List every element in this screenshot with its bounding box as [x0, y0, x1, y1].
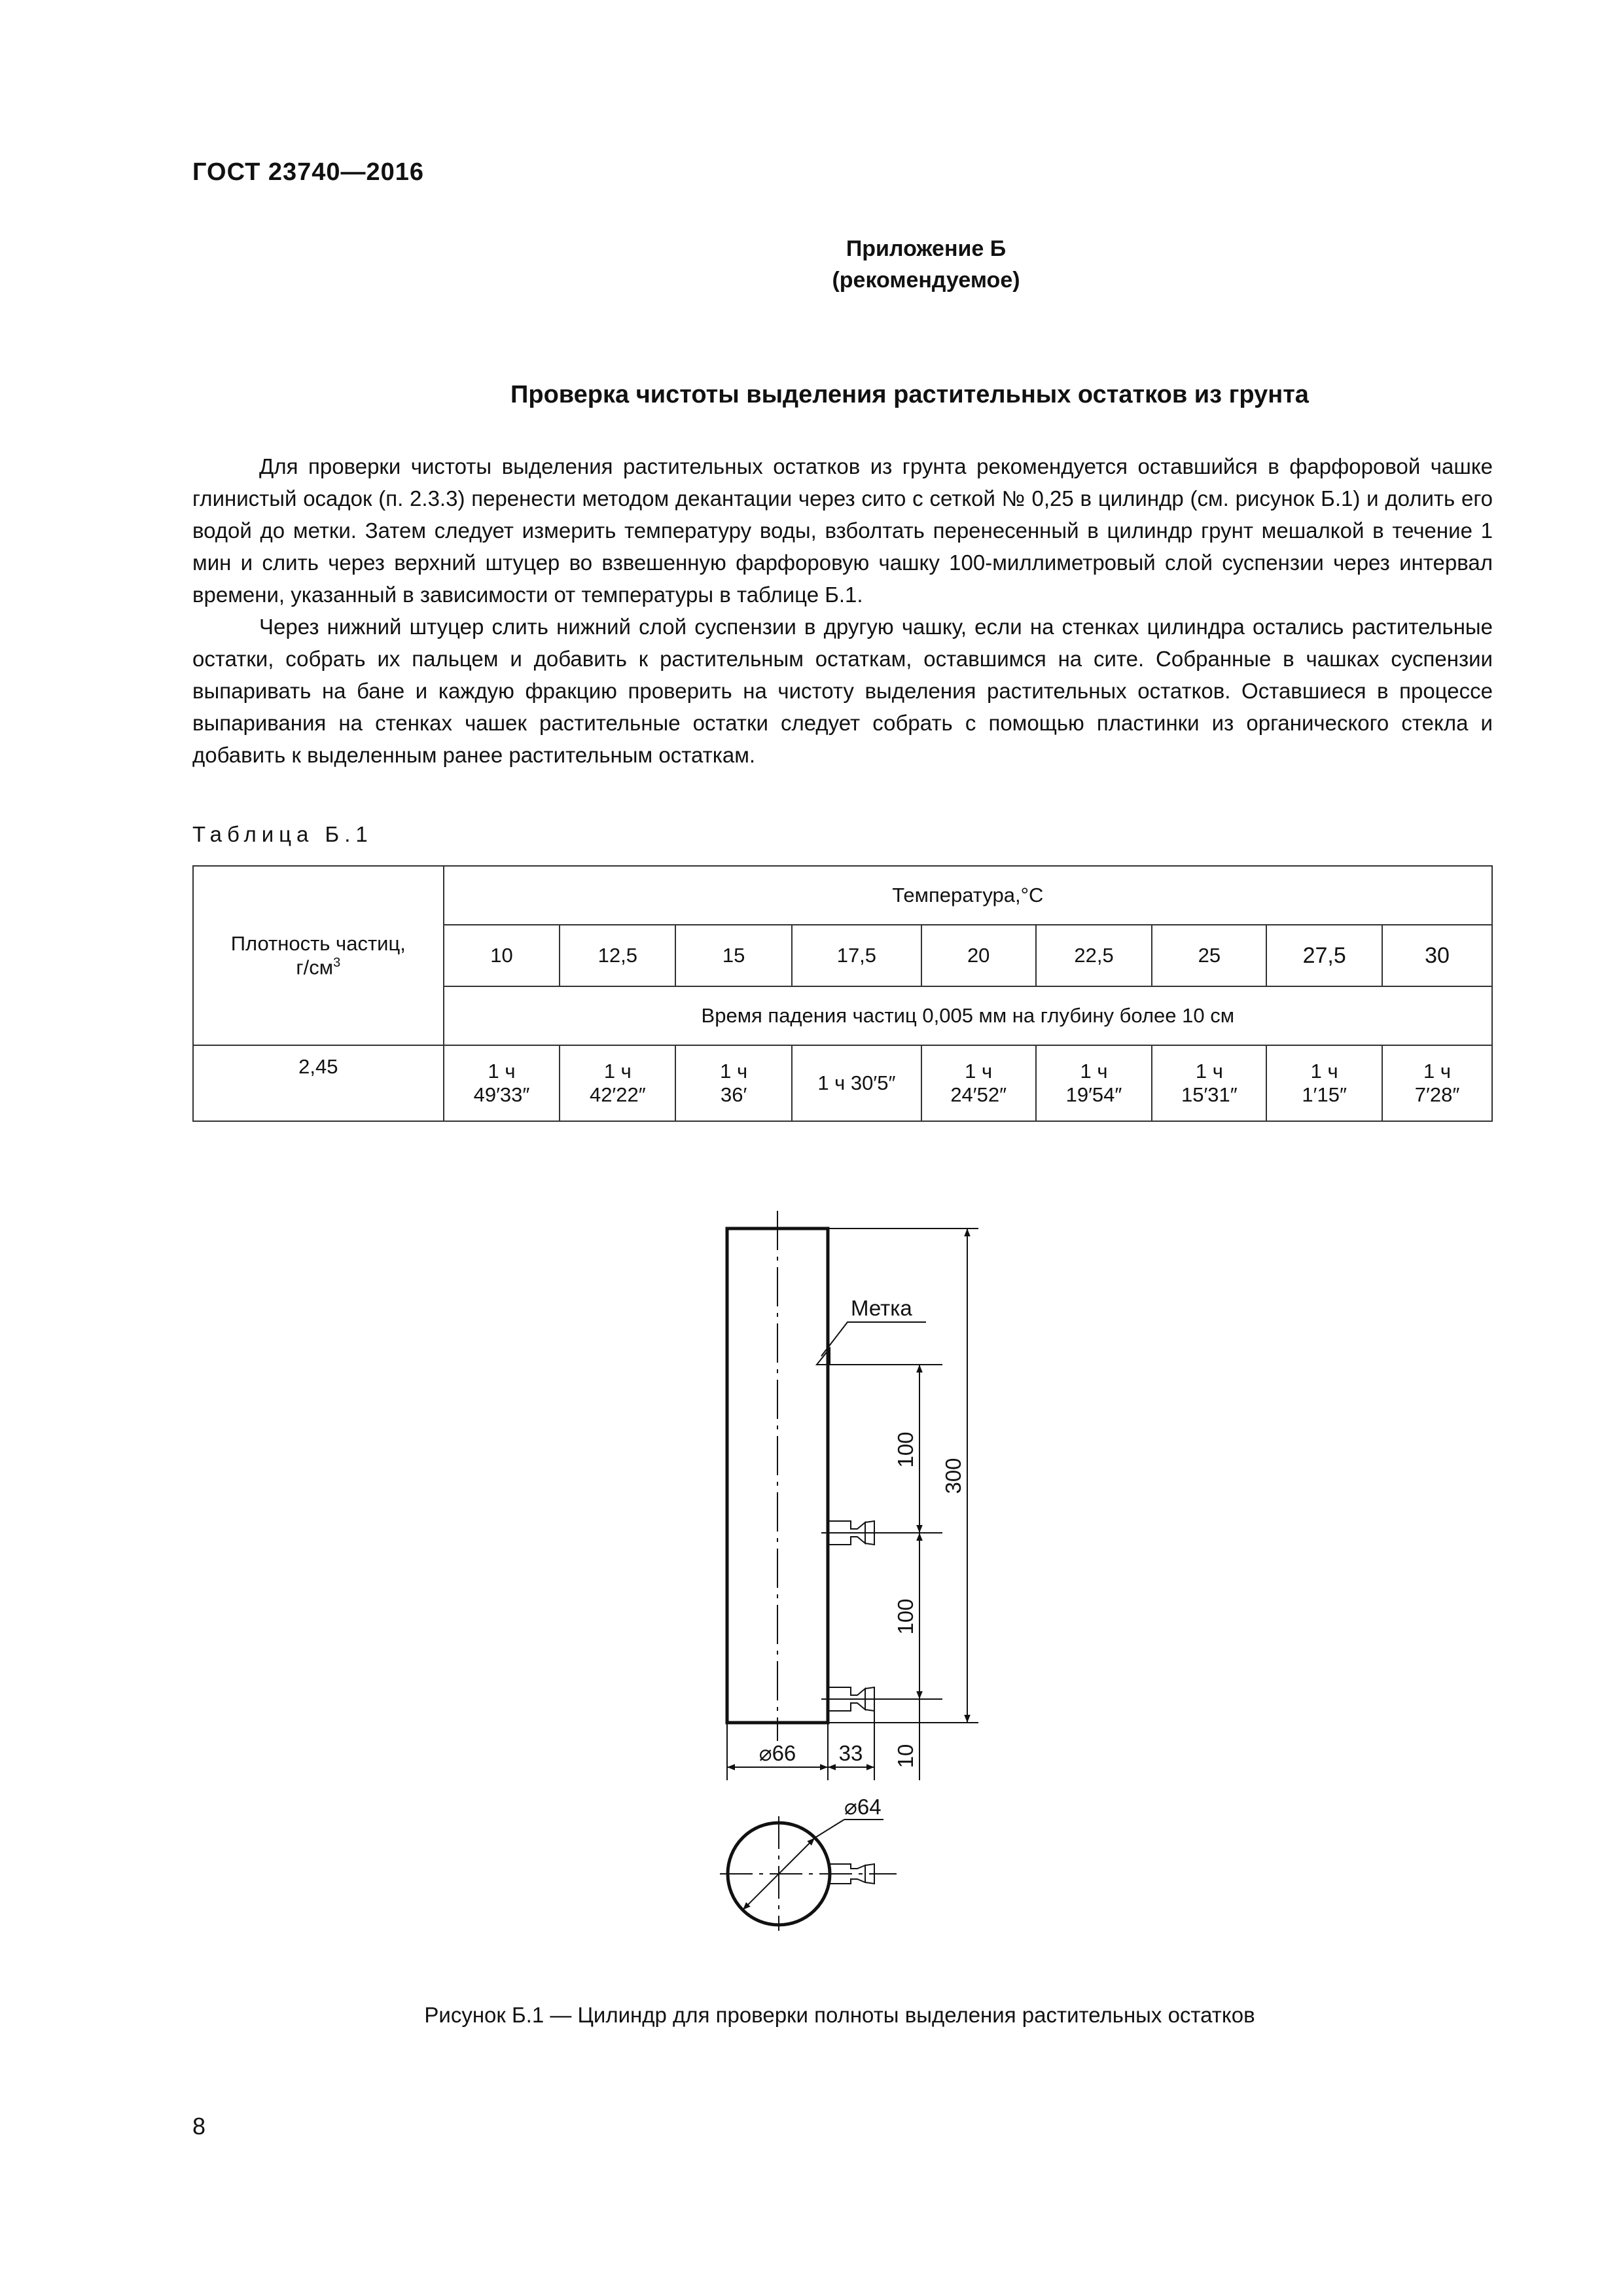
temperature-cell: 17,5 [792, 925, 921, 986]
document-header: ГОСТ 23740—2016 [192, 158, 425, 186]
density-unit-sup: 3 [333, 955, 341, 970]
density-value: 2,45 [193, 1045, 444, 1121]
time-minsec: 15′31″ [1181, 1083, 1238, 1106]
paragraph-2: Через нижний штуцер слить нижний слой суспензии в другую чашку, если на стенках цилиндра остались растительные остатки, собрать их пальцем и добавить к растительным остаткам, оставшимся на сите. Собранные в чашках суспензии выпаривать на бане и каждую фракцию проверить на чистоту выделения растительных остатков. Оставшиеся в процессе выпаривания на стенках чашек растительные остатки следует собрать с помощью пластинки из органического стекла и добавить к выделенным ранее растительным остаткам. [192, 615, 1493, 767]
page-number: 8 [192, 2113, 206, 2140]
table-caption: Таблица Б.1 [192, 822, 373, 846]
time-hours: 1 ч [720, 1060, 748, 1083]
temperature-cell: 27,5 [1266, 925, 1382, 986]
mark-label: Метка [851, 1296, 912, 1320]
dim-33: 33 [838, 1741, 863, 1765]
time-minsec: 36′ [720, 1083, 747, 1106]
time-minsec: 7′28″ [1414, 1083, 1460, 1106]
time-hours: 1 ч [965, 1060, 993, 1083]
temperature-cell: 12,5 [560, 925, 675, 986]
time-hours: 1 ч [603, 1060, 632, 1083]
time-hours: 1 ч [1423, 1060, 1452, 1083]
temperature-cell: 30 [1382, 925, 1492, 986]
annex-status: (рекомендуемое) [832, 268, 1020, 293]
figure-caption: Рисунок Б.1 — Цилиндр для проверки полноты выделения растительных остатков [424, 2003, 1255, 2027]
temperature-cell: 10 [444, 925, 560, 986]
paragraph-1: Для проверки чистоты выделения растительных остатков из грунта рекомендуется оставшийся в фарфоровой чашке глинистый осадок (п. 2.3.3) перенести методом декантации через сито с сеткой № 0,25 в цилиндр (см. рисунок Б.1) и долить его водой до метки. Затем следует измерить температуру воды, взболтать перенесенный в цилиндр грунт мешалкой в течение 1 мин и слить через верхний штуцер во взвешенную фарфоровую чашку 100-миллиметровый слой суспензии через интервал времени, указанный в зависимости от температуры в таблице Б.1. [192, 454, 1493, 607]
time-minsec: 1′15″ [1302, 1083, 1347, 1106]
time-hours: 1 ч [488, 1060, 516, 1083]
lower-nozzle [821, 1687, 942, 1711]
temperature-cell: 22,5 [1036, 925, 1152, 986]
time-minsec: 24′52″ [950, 1083, 1007, 1106]
annex-title: Приложение Б [846, 236, 1007, 261]
time-hours: 1 ч [1310, 1060, 1338, 1083]
mark-leader [821, 1322, 926, 1356]
time-header: Время падения частиц 0,005 мм на глубину более 10 см [444, 986, 1492, 1045]
temperature-header: Температура,°С [444, 866, 1492, 925]
dim-100-upper: 100 [893, 1431, 918, 1468]
time-hours: 1 ч [1080, 1060, 1108, 1083]
time-hours: 1 ч [1195, 1060, 1223, 1083]
density-unit: г/см [296, 956, 334, 979]
dim-100-lower: 100 [893, 1598, 918, 1635]
temperature-cell: 25 [1152, 925, 1266, 986]
time-minsec: 19′54″ [1065, 1083, 1122, 1106]
temperature-cell: 20 [921, 925, 1036, 986]
upper-nozzle [821, 1521, 942, 1545]
density-header: Плотность частиц, [230, 931, 406, 955]
section-title: Проверка чистоты выделения растительных остатков из грунта [510, 381, 1309, 408]
figure-caption-wrap [0, 2003, 1623, 2028]
time-minsec: 49′33″ [473, 1083, 530, 1106]
temperature-cell: 15 [675, 925, 792, 986]
time-hours: 1 ч 30′5″ [817, 1071, 896, 1094]
dim-300: 300 [941, 1458, 965, 1494]
dim-d66: ⌀66 [758, 1741, 796, 1765]
dim-d64: ⌀64 [844, 1795, 882, 1819]
dim-10: 10 [893, 1744, 918, 1768]
time-minsec: 42′22″ [589, 1083, 646, 1106]
